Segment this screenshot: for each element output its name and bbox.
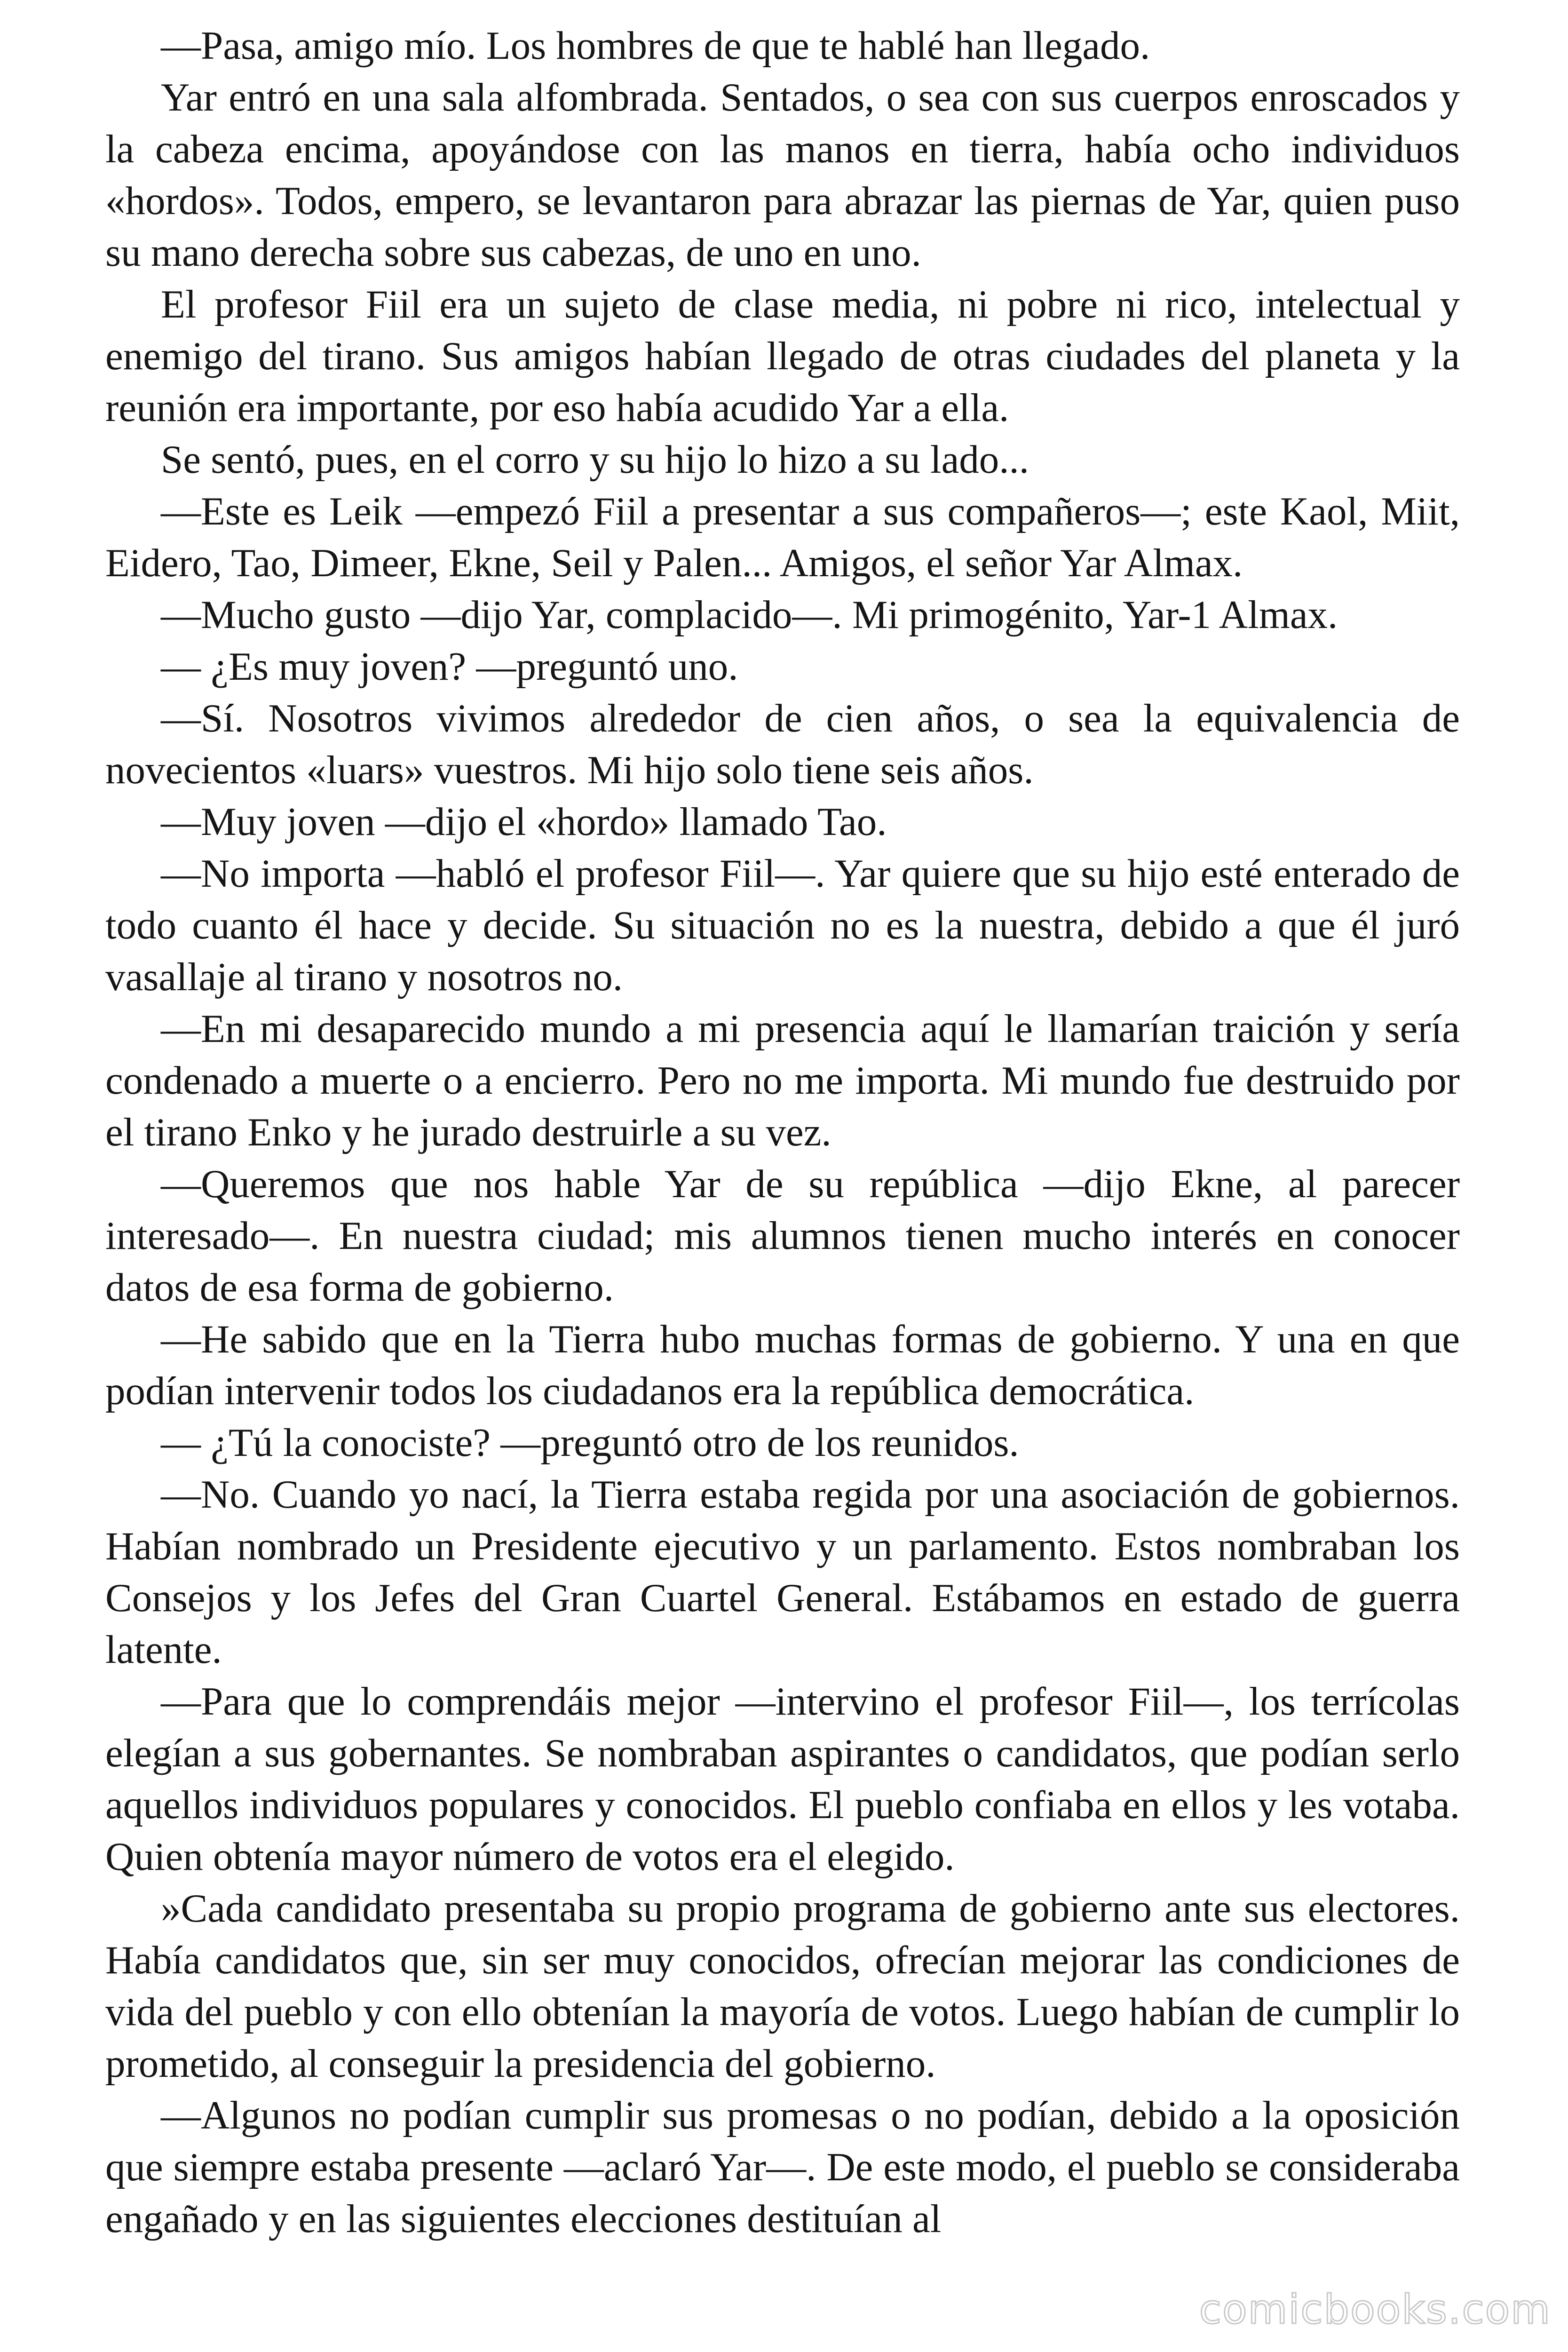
paragraph: —En mi desaparecido mundo a mi presencia aquí le llamarían traición y sería condenado a muerte o a encierro. Pero no me importa. Mi mundo fue destruido por el tirano Enko y he jurado destruirle a su vez. [105, 1007, 1460, 1154]
paragraph: —Sí. Nosotros vivimos alrededor de cien años, o sea la equivalencia de novecientos «luars» vuestros. Mi hijo solo tiene seis años. [105, 696, 1460, 792]
paragraph: Se sentó, pues, en el corro y su hijo lo hizo a su lado... [161, 437, 1029, 482]
paragraph: El profesor Fiil era un sujeto de clase media, ni pobre ni rico, intelectual y enemigo del tirano. Sus amigos habían llegado de otras ciudades del planeta y la reunión era importante, por eso había acudido Yar a ella. [105, 282, 1460, 430]
paragraph: —Este es Leik —empezó Fiil a presentar a sus compañeros—; este Kaol, Miit, Eidero, Tao, Dimeer, Ekne, Seil y Palen... Amigos, el señor Yar Almax. [105, 489, 1460, 585]
paragraph: — ¿Tú la conociste? —preguntó otro de los reunidos. [161, 1421, 1019, 1465]
paragraph: —Queremos que nos hable Yar de su república —dijo Ekne, al parecer interesado—. En nuestra ciudad; mis alumnos tienen mucho interés en conocer datos de esa forma de gobierno. [105, 1162, 1460, 1310]
paragraph: —Muy joven —dijo el «hordo» llamado Tao. [161, 800, 887, 844]
document-page [105, 20, 1460, 2245]
paragraph: »Cada candidato presentaba su propio programa de gobierno ante sus electores. Había candidatos que, sin ser muy conocidos, ofrecían mejorar las condiciones de vida del pueblo y con ello obtenían la mayoría de votos. Luego habían de cumplir lo prometido, al conseguir la presidencia del gobierno. [105, 1886, 1460, 2086]
paragraph: —Para que lo comprendáis mejor —intervino el profesor Fiil—, los terrícolas elegían a sus gobernantes. Se nombraban aspirantes o candidatos, que podían serlo aquellos individuos populares y conocidos. El pueblo confiaba en ellos y les votaba. Quien obtenía mayor número de votos era el elegido. [105, 1679, 1460, 1879]
paragraph: Yar entró en una sala alfombrada. Sentados, o sea con sus cuerpos enroscados y la cabeza encima, apoyándose con las manos en tierra, había ocho individuos «hordos». Todos, empero, se levantaron para abrazar las piernas de Yar, quien puso su mano derecha sobre sus cabezas, de uno en uno. [105, 75, 1460, 275]
paragraph: — ¿Es muy joven? —preguntó uno. [161, 644, 738, 689]
paragraph: —Pasa, amigo mío. Los hombres de que te hablé han llegado. [161, 24, 1150, 68]
watermark: comicbooks.com [1199, 2286, 1551, 2333]
paragraph: —Mucho gusto —dijo Yar, complacido—. Mi primogénito, Yar-1 Almax. [161, 593, 1338, 637]
paragraph: —Algunos no podían cumplir sus promesas o no podían, debido a la oposición que siempre estaba presente —aclaró Yar—. De este modo, el pueblo se consideraba engañado y en las siguientes elecciones destituían al [105, 2093, 1460, 2241]
paragraph: —No. Cuando yo nací, la Tierra estaba regida por una asociación de gobiernos. Habían nombrado un Presidente ejecutivo y un parlamento. Estos nombraban los Consejos y los Jefes del Gran Cuartel General. Estábamos en estado de guerra latente. [105, 1472, 1460, 1672]
paragraph: —He sabido que en la Tierra hubo muchas formas de gobierno. Y una en que podían intervenir todos los ciudadanos era la república democrática. [105, 1317, 1460, 1413]
paragraph: —No importa —habló el profesor Fiil—. Yar quiere que su hijo esté enterado de todo cuanto él hace y decide. Su situación no es la nuestra, debido a que él juró vasallaje al tirano y nosotros no. [105, 851, 1460, 999]
